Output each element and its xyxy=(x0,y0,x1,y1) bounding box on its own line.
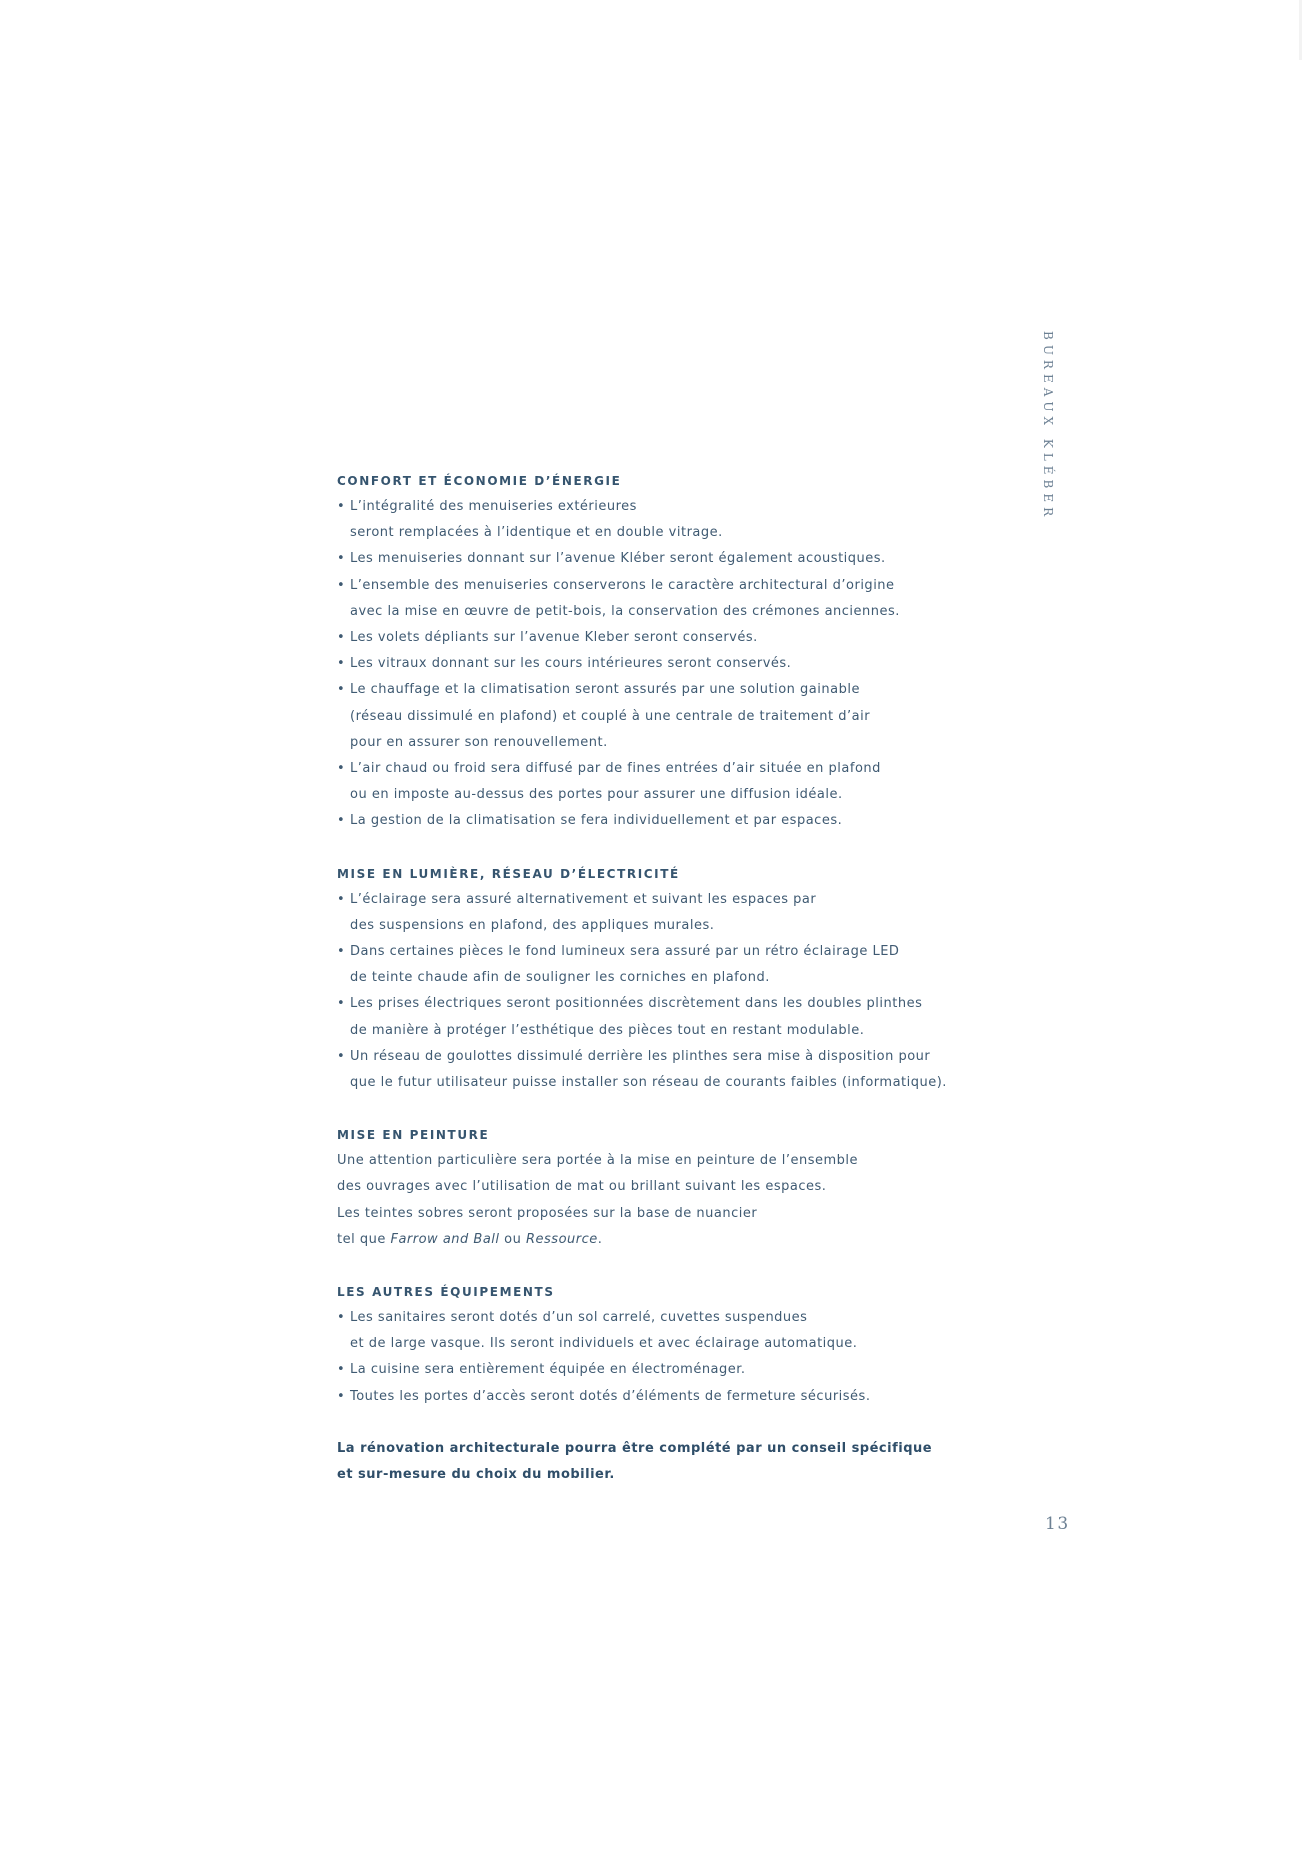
brand-name: Farrow and Ball xyxy=(390,1231,500,1247)
bullet-text: Les vitraux donnant sur les cours intérieures seront conservés. xyxy=(350,656,792,672)
page-number: 13 xyxy=(1045,1514,1070,1534)
section-peinture xyxy=(337,1122,1037,1253)
bullet-list xyxy=(337,494,1037,835)
list-item xyxy=(337,1357,1037,1383)
side-title: BUREAUX KLÉBER xyxy=(1041,331,1055,522)
bullet-text: La cuisine sera entièrement équipée en électroménager. xyxy=(350,1362,746,1378)
list-item xyxy=(337,756,1037,808)
bullet-icon: • xyxy=(337,1388,346,1404)
bullet-icon: • xyxy=(337,996,346,1012)
section-equipements xyxy=(337,1279,1037,1410)
closing-statement xyxy=(337,1436,1037,1488)
bullet-text-continued: (réseau dissimulé en plafond) et couplé à une centrale de traitement d’air xyxy=(350,708,871,724)
bullet-text: Le chauffage et la climatisation seront assurés par une solution gainable xyxy=(350,682,860,698)
bullet-icon: • xyxy=(337,656,346,672)
section-confort xyxy=(337,468,1037,835)
bullet-text: Les sanitaires seront dotés d’un sol carrelé, cuvettes suspendues xyxy=(350,1310,808,1326)
list-item xyxy=(337,625,1037,651)
bullet-icon: • xyxy=(337,891,346,907)
bullet-text-continued: avec la mise en œuvre de petit-bois, la conservation des crémones anciennes. xyxy=(350,603,900,619)
bullet-list xyxy=(337,1305,1037,1410)
bullet-text-continued: de manière à protéger l’esthétique des pièces tout en restant modulable. xyxy=(350,1022,865,1038)
bullet-text-continued: de teinte chaude afin de souligner les corniches en plafond. xyxy=(350,970,770,986)
list-item xyxy=(337,494,1037,546)
paragraph-line: des ouvrages avec l’utilisation de mat ou brillant suivant les espaces. xyxy=(337,1179,827,1195)
list-item xyxy=(337,1384,1037,1410)
paragraph-line: Les teintes sobres seront proposées sur la base de nuancier xyxy=(337,1205,758,1221)
bullet-text: Les volets dépliants sur l’avenue Kleber seront conservés. xyxy=(350,630,758,646)
section-heading: MISE EN PEINTURE xyxy=(337,1128,490,1143)
bullet-icon: • xyxy=(337,682,346,698)
list-item xyxy=(337,1044,1037,1096)
section-heading: CONFORT ET ÉCONOMIE D’ÉNERGIE xyxy=(337,474,622,488)
bullet-text: L’ensemble des menuiseries conserverons le caractère architectural d’origine xyxy=(350,577,895,593)
bullet-icon: • xyxy=(337,761,346,777)
paragraph-line: tel que Farrow and Ball ou Ressource. xyxy=(337,1231,603,1247)
bullet-text-continued: pour en assurer son renouvellement. xyxy=(350,734,608,750)
list-item xyxy=(337,991,1037,1043)
bullet-text: Toutes les portes d’accès seront dotés d’éléments de fermeture sécurisés. xyxy=(350,1388,871,1404)
bullet-text: Les menuiseries donnant sur l’avenue Kléber seront également acoustiques. xyxy=(350,551,886,567)
bullet-icon: • xyxy=(337,577,346,593)
list-item xyxy=(337,546,1037,572)
section-heading: MISE EN LUMIÈRE, RÉSEAU D’ÉLECTRICITÉ xyxy=(337,866,680,881)
bullet-text-continued: et de large vasque. Ils seront individuels et avec éclairage automatique. xyxy=(350,1336,858,1352)
bullet-icon: • xyxy=(337,1048,346,1064)
bullet-text: L’intégralité des menuiseries extérieures xyxy=(350,499,637,514)
bullet-text-continued: seront remplacées à l’identique et en double vitrage. xyxy=(350,525,723,541)
bullet-text: L’air chaud ou froid sera diffusé par de fines entrées d’air située en plafond xyxy=(350,761,881,777)
bullet-text: Un réseau de goulottes dissimulé derrière les plinthes sera mise à disposition pour xyxy=(350,1048,931,1064)
bullet-icon: • xyxy=(337,944,346,960)
bullet-icon: • xyxy=(337,1310,346,1326)
closing-line: La rénovation architecturale pourra être complété par un conseil spécifique xyxy=(337,1440,933,1456)
paragraph-line: Une attention particulière sera portée à la mise en peinture de l’ensemble xyxy=(337,1153,859,1169)
bullet-icon: • xyxy=(337,630,346,646)
bullet-icon: • xyxy=(337,813,346,829)
bullet-text: L’éclairage sera assuré alternativement et suivant les espaces par xyxy=(350,891,817,907)
document-body xyxy=(337,468,1037,1514)
brand-name: Ressource xyxy=(526,1231,598,1247)
bullet-icon: • xyxy=(337,499,346,514)
list-item xyxy=(337,677,1037,756)
bullet-text: Dans certaines pièces le fond lumineux sera assuré par un rétro éclairage LED xyxy=(350,944,900,960)
bullet-text: Les prises électriques seront positionnées discrètement dans les doubles plinthes xyxy=(350,996,923,1012)
list-item xyxy=(337,651,1037,677)
bullet-icon: • xyxy=(337,1362,346,1378)
list-item xyxy=(337,939,1037,991)
section-heading: LES AUTRES ÉQUIPEMENTS xyxy=(337,1285,555,1300)
list-item xyxy=(337,1305,1037,1357)
bullet-icon: • xyxy=(337,551,346,567)
list-item xyxy=(337,573,1037,625)
list-item xyxy=(337,887,1037,939)
section-lumiere xyxy=(337,861,1037,1097)
bullet-text-continued: que le futur utilisateur puisse installer son réseau de courants faibles (informatique). xyxy=(350,1075,947,1091)
list-item xyxy=(337,808,1037,834)
bullet-text-continued: ou en imposte au-dessus des portes pour assurer une diffusion idéale. xyxy=(350,787,843,803)
bullet-text-continued: des suspensions en plafond, des appliques murales. xyxy=(350,917,715,933)
bullet-text: La gestion de la climatisation se fera individuellement et par espaces. xyxy=(350,813,843,829)
closing-line: et sur-mesure du choix du mobilier. xyxy=(337,1467,615,1483)
bullet-list xyxy=(337,887,1037,1097)
